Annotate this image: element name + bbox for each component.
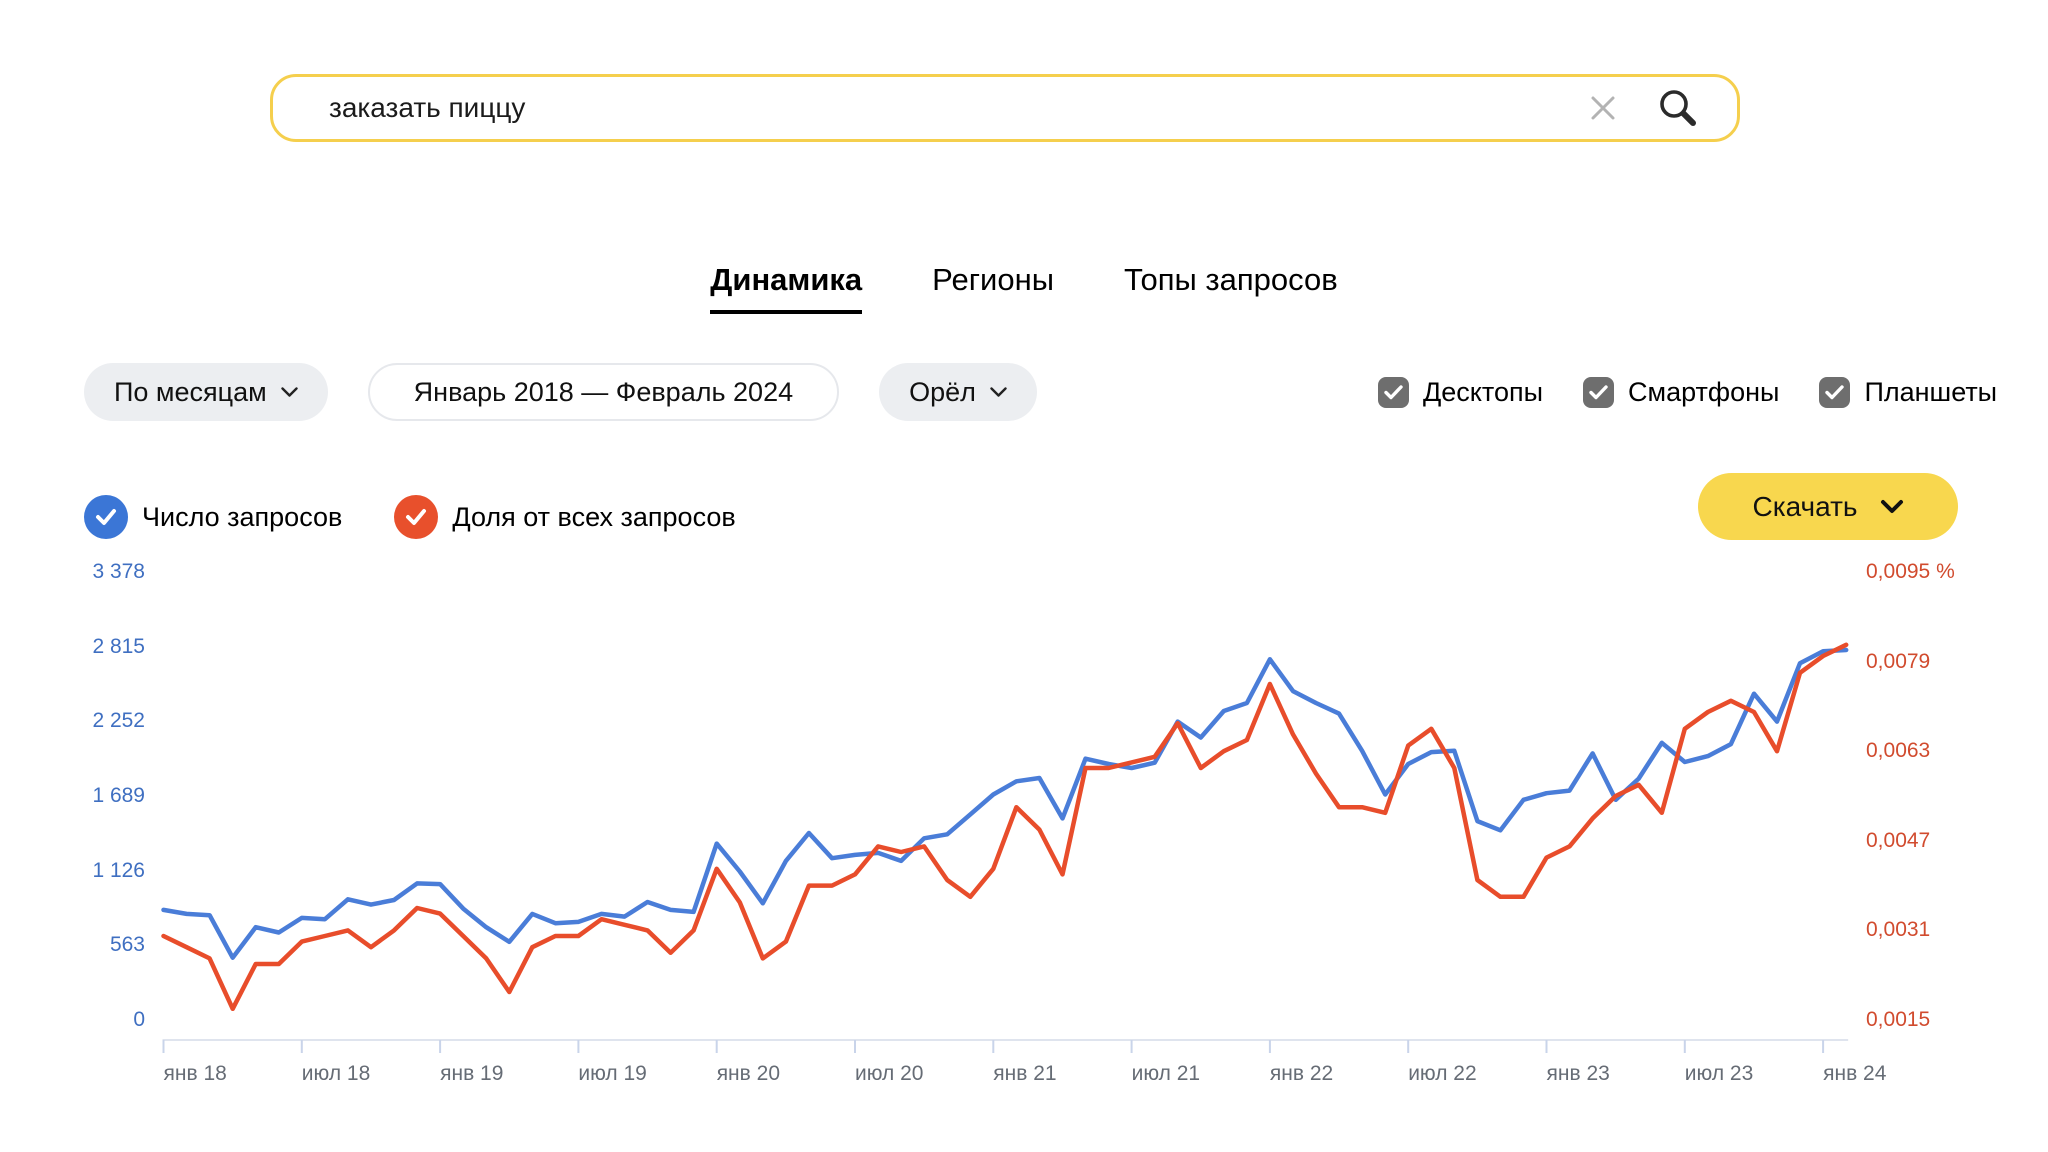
y-axis-left-label: 1 689 (92, 784, 145, 807)
clear-icon[interactable] (1587, 92, 1619, 124)
y-axis-left-label: 1 126 (92, 858, 145, 882)
date-range-picker[interactable] (368, 363, 839, 421)
search-input[interactable] (329, 92, 1587, 124)
search-box (270, 74, 1740, 142)
x-axis-label: июл 20 (855, 1062, 924, 1085)
region-label: Орёл (909, 376, 976, 407)
chart-legend (84, 492, 736, 542)
y-axis-right-label: 0,0095 % (1866, 560, 1955, 583)
y-axis-left-label: 3 378 (92, 560, 145, 583)
tab-regions[interactable]: Регионы (932, 262, 1054, 297)
series-line-queries (164, 650, 1847, 958)
chevron-down-icon (281, 387, 298, 398)
x-axis-label: июл 18 (301, 1062, 371, 1085)
checkbox-smartphones[interactable] (1583, 377, 1779, 408)
legend-check-icon-blue (84, 495, 128, 539)
checkbox-label: Планшеты (1864, 376, 1998, 407)
checkbox-checked-icon (1819, 377, 1850, 408)
y-axis-left-label: 2 815 (92, 634, 145, 658)
x-axis-label: июл 19 (578, 1062, 647, 1085)
period-dropdown[interactable] (84, 363, 328, 421)
date-range-label: Январь 2018 — Февраль 2024 (413, 376, 794, 407)
y-axis-right-label: 0,0063 (1866, 739, 1931, 763)
period-label: По месяцам (114, 376, 267, 407)
checkbox-checked-icon (1378, 377, 1409, 408)
legend-item-queries[interactable] (84, 495, 342, 539)
x-axis-label: янв 24 (1823, 1062, 1887, 1085)
checkbox-desktops[interactable] (1378, 377, 1543, 408)
legend-check-icon-red (394, 495, 438, 539)
y-axis-right-label: 0,0015 (1866, 1008, 1931, 1031)
tab-dynamics[interactable]: Динамика (710, 262, 862, 314)
download-label: Скачать (1752, 490, 1858, 522)
chevron-down-icon (990, 387, 1007, 398)
x-axis-label: янв 22 (1269, 1062, 1334, 1085)
filter-bar (84, 363, 1037, 421)
x-axis-label: янв 21 (993, 1062, 1057, 1085)
y-axis-left-label: 0 (133, 1008, 145, 1031)
x-axis-label: июл 21 (1131, 1062, 1201, 1085)
y-axis-right-label: 0,0047 (1866, 828, 1931, 852)
y-axis-left-label: 2 252 (92, 709, 145, 733)
checkbox-label: Десктопы (1423, 376, 1544, 407)
y-axis-left-label: 563 (109, 933, 145, 957)
x-axis-label: июл 22 (1408, 1062, 1477, 1085)
checkbox-checked-icon (1583, 377, 1614, 408)
tab-bar (0, 262, 2048, 314)
x-axis-label: янв 18 (163, 1062, 227, 1085)
checkbox-label: Смартфоны (1628, 376, 1780, 407)
region-dropdown[interactable] (879, 363, 1037, 421)
x-axis-label: янв 19 (440, 1062, 504, 1085)
x-axis-label: июл 23 (1684, 1062, 1754, 1085)
y-axis-right-label: 0,0079 (1866, 649, 1931, 673)
x-axis-label: янв 20 (716, 1062, 781, 1085)
search-icon[interactable] (1655, 85, 1701, 131)
download-button[interactable] (1698, 473, 1958, 540)
x-axis-label: янв 23 (1546, 1062, 1610, 1085)
y-axis-right-label: 0,0031 (1866, 918, 1931, 942)
series-line-share (164, 645, 1847, 1009)
chevron-down-icon (1880, 499, 1904, 514)
legend-label: Число запросов (142, 501, 343, 532)
legend-label: Доля от всех запросов (452, 501, 736, 532)
device-filters (1378, 363, 1997, 421)
legend-item-share[interactable] (394, 495, 735, 539)
tab-top-queries[interactable]: Топы запросов (1123, 262, 1338, 297)
checkbox-tablets[interactable] (1819, 377, 1997, 408)
